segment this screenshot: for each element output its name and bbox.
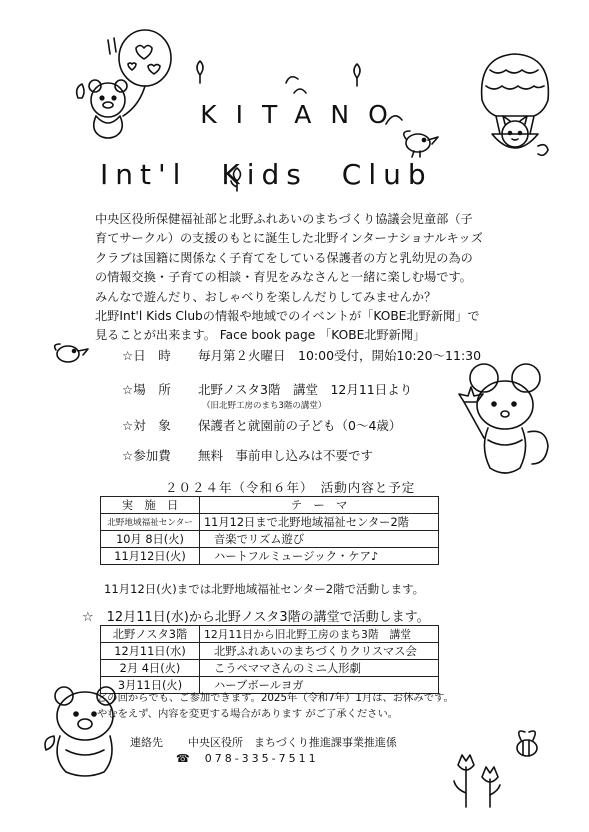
tulips-icon — [448, 745, 508, 815]
cat-in-hot-air-balloon-icon — [470, 50, 560, 170]
header-theme: テ ー マ — [200, 497, 439, 514]
schedule-table-1 — [100, 496, 439, 565]
note-icon — [280, 65, 320, 105]
target-value: 保護者と就園前の子ども（0～4歳） — [198, 418, 402, 433]
table-row — [101, 626, 439, 643]
row-date: 北野地域福祉センター — [101, 514, 200, 531]
header-date: 実 施 日 — [101, 497, 200, 514]
target-label: ☆対 象 — [122, 418, 171, 433]
table-row — [101, 548, 439, 565]
table-header-row — [101, 497, 439, 514]
title-kitano: KITANO — [200, 100, 407, 129]
intro-line: 中央区役所保健福祉部と北野ふれあいのまちづくり協議会児童部（子 — [95, 212, 473, 226]
title-kids-club: Int'l Kids Club — [100, 158, 433, 191]
row-theme: ハートフルミュージック・ケア♪ — [200, 548, 439, 565]
table-row — [101, 514, 439, 531]
footer-line: やむをえず、内容を変更する場合があります がご了承ください。 — [97, 708, 399, 720]
date-label: ☆日 時 — [122, 348, 171, 363]
flower-sprout-icon — [225, 165, 255, 195]
schedule-note-1: 11月12日(火)までは北野地域福祉センター2階で活動します。 — [104, 582, 425, 596]
row-date: 3月11日(火) — [101, 677, 200, 694]
bird-icon — [50, 338, 95, 368]
place-label: ☆場 所 — [122, 382, 171, 397]
schedule-note-2: ☆ 12月11日(水)から北野ノスタ3階の講堂で活動します。 — [82, 610, 430, 625]
row-theme: 11月12日まで北野地域福祉センター2階 — [200, 514, 439, 531]
intro-paragraph — [95, 210, 505, 346]
footer-line: どの回からでも、ご参加できます。2025年（令和7年）1月は、お休みです。 — [97, 692, 454, 704]
row-theme: ハーブボールヨガ — [200, 677, 439, 694]
schedule-title: ２０２４年（令和６年） 活動内容と予定 — [165, 480, 416, 495]
date-value: 毎月第２火曜日 10:00受付，開始10:20～11:30 — [198, 348, 482, 363]
footer-notes — [97, 690, 454, 722]
row-theme: 音楽でリズム遊び — [200, 531, 439, 548]
intro-line: 育てサークル）の支援のもとに誕生した北野インターナショナルキッズ — [95, 231, 483, 246]
row-theme: こうペママさんのミニ人形劇 — [200, 660, 439, 677]
phone-icon: ☎ — [176, 752, 190, 765]
contact-label: 連絡先 — [130, 736, 163, 749]
bear-icon — [40, 680, 135, 780]
flower-sprout-icon — [190, 55, 230, 85]
intro-line: 北野Int'l Kids Clubの情報や地域でのイベントが「KOBE北野新聞」で — [95, 309, 480, 324]
fee-value: 無料 事前申し込みは不要です — [198, 448, 374, 463]
table-row — [101, 643, 439, 660]
contact-phone: 078-335-7511 — [204, 752, 319, 765]
row-date: 12月11日(水) — [101, 643, 200, 660]
flower-sprout-icon — [345, 60, 375, 90]
intro-line: の情報交換・子育ての相談・育児をみなさんと一緒に楽しむ場です。 — [95, 270, 472, 285]
contact-org: 中央区役所 まちづくり推進課事業推進係 — [188, 736, 397, 749]
intro-line: 見ることが出来ます。 Face book page 「KOBE北野新聞」 — [95, 328, 426, 343]
fee-label: ☆参加費 — [122, 448, 171, 463]
mouse-with-wand-icon — [448, 360, 558, 480]
row-theme: 北野ふれあいのまちづくりクリスマス会 — [200, 643, 439, 660]
schedule-table-2 — [100, 625, 439, 694]
contact-info — [130, 735, 397, 767]
row-date: 10月 8日(火) — [101, 531, 200, 548]
bee-icon — [505, 728, 550, 763]
bird-icon — [398, 125, 443, 160]
intro-line: クラブは国籍に関係なく子育てをしている保護者の方と乳幼児の為の — [95, 250, 473, 265]
intro-line: みんなで遊んだり、おしゃべりを楽しんだりしてみませんか？ — [95, 289, 437, 304]
row-theme: 12月11日から旧北野工房のまち3階 講堂 — [200, 626, 439, 643]
row-date: 11月12日(火) — [101, 548, 200, 565]
table-row — [101, 660, 439, 677]
table-row — [101, 531, 439, 548]
row-date: 2月 4日(火) — [101, 660, 200, 677]
place-value: 北野ノスタ3階 講堂 12月11日より — [198, 382, 413, 397]
bear-with-balloon-icon — [70, 28, 180, 148]
row-date: 北野ノスタ3階 — [101, 626, 200, 643]
place-note: （旧北野工房のまち3階の講堂） — [202, 401, 327, 411]
